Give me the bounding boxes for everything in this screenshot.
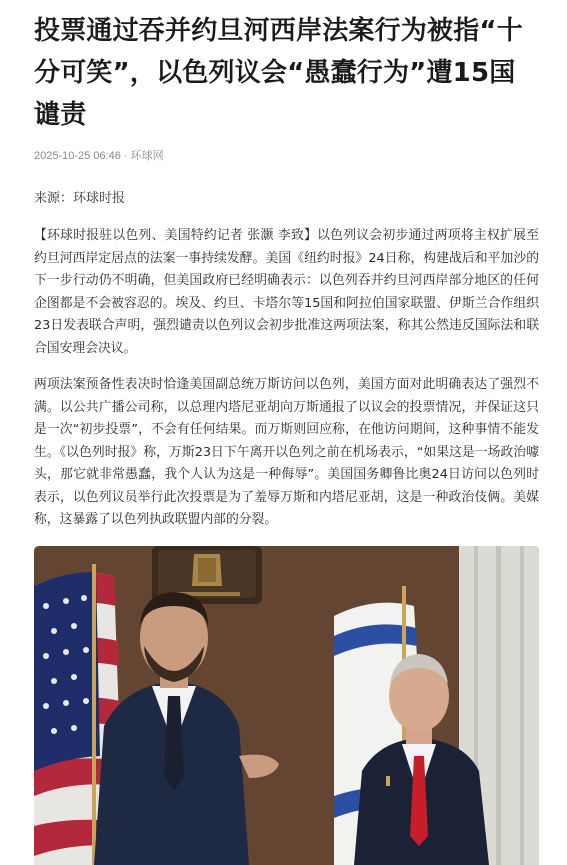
paragraph-1: 【环球时报驻以色列、美国特约记者 张灏 李致】以色列议会初步通过两项将主权扩展至约旦河西岸定居点的法案一事持续发酵。美国《纽约时报》24日称，构建战后和平加沙的下一步行动仍不明确，但美国政府已经明确表示：以色列吞并约旦河西岸部分地区的任何企图都是不会被容忍的。埃及、约旦、卡塔尔等15国和阿拉伯国家联盟、伊斯兰合作组织23日发表联合声明，强烈谴责以色列议会初步批准这两项法案，称其公然违反国际法和联合国安理会决议。 (34, 228, 539, 356)
article-meta: 2025-10-25 06:46 · 环球网 (34, 150, 164, 162)
photo-illustration (34, 546, 539, 865)
article-title: 投票通过吞并约旦河西岸法案行为被指“十分可笑”，以色列议会“愚蠢行为”遭15国谴责 (34, 16, 523, 130)
news-photo (34, 546, 539, 865)
paragraph-2: 两项法案预备性表决时恰逢美国副总统万斯访问以色列，美国方面对此明确表达了强烈不满。以公共广播公司称，以总理内塔尼亚胡向万斯通报了以议会的投票情况，并保证这只是一次“初步投票”，不会有任何结果。而万斯则回应称，在他访问期间，这种事情不能发生。《以色列时报》称，万斯23日下午离开以色列之前在机场表示，“如果这是一场政治噱头，那它就非常愚蠢，我个人认为这是一种侮辱”。美国国务卿鲁比奥24日访问以色列时表示，以色列议员举行此次投票是为了羞辱万斯和内塔尼亚胡，这是一种政治伎俩。美媒称，这暴露了以色列执政联盟内部的分裂。 (34, 377, 539, 527)
article-source: 来源：环球时报 (34, 191, 126, 206)
